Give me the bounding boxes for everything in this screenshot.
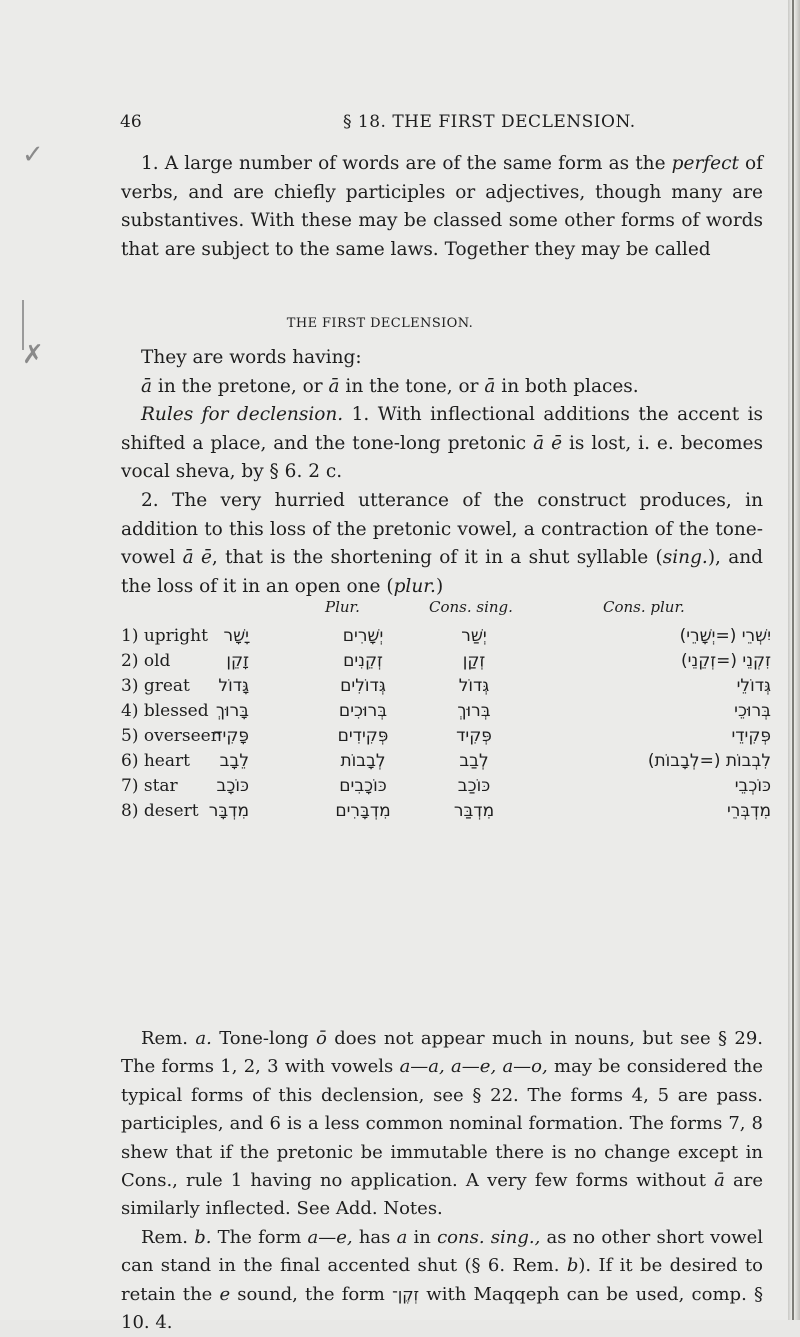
cons-plur-form: בְּרוּכֵי xyxy=(734,701,771,721)
italic-term: sing. xyxy=(662,547,708,569)
vowel: a—a, a—e, a—o, xyxy=(399,1056,548,1078)
text-span: of verbs, and are chiefly participles or adjectives, though many are substantives. With these may be classed some other forms of words that are subject to the same laws. Together they may be called xyxy=(121,153,763,260)
italic-term: a. xyxy=(195,1028,212,1049)
text-span: may be considered the typical forms of this declension, see § 22. The forms 4, 5 are pass. participles, and 6 is a less common nominal formation. The forms 7, 8 shew that if the pretonic be immutable there is no change except in Cons., rule 1 having no application. A very few forms without xyxy=(121,1056,764,1192)
section-heading: THE FIRST DECLENSION. xyxy=(286,316,474,331)
plur-form: לְבָבוֹת xyxy=(340,751,386,771)
sing-form: גָּדוֹל xyxy=(218,676,249,696)
cons-sing-form: זְקַן xyxy=(462,651,486,671)
cons-sing-form: לְבַב xyxy=(459,751,489,771)
italic-term: perfect xyxy=(671,153,739,174)
row-label: 5) overseer xyxy=(121,726,219,746)
text-span: in the pretone, or xyxy=(152,375,329,397)
plur-form: זְקֵנִים xyxy=(343,651,383,671)
cons-sing-form: פְּקִיד xyxy=(456,726,492,746)
vowel: ā xyxy=(328,375,340,397)
cons-sing-form: יְשַׁר xyxy=(461,626,487,646)
text-span: as no other short vowel can stand in the final accented shut (§ 6. Rem. xyxy=(121,1226,763,1277)
remarks xyxy=(121,1025,763,1337)
sing-form: לֵבָב xyxy=(219,751,249,771)
text-span: , that is the shortening of it in a shut syllable ( xyxy=(211,547,663,569)
vowel: e xyxy=(219,1283,231,1305)
sing-form: מִדְבָּר xyxy=(208,801,249,821)
page-edge-line xyxy=(792,0,794,1320)
italic-term: b xyxy=(566,1255,579,1277)
row-label: 1) upright xyxy=(121,626,208,646)
vowel: a xyxy=(396,1226,408,1248)
table-row xyxy=(121,626,771,650)
cons-plur-form: מִדְבְּרֵי xyxy=(726,801,771,821)
vowel: ō xyxy=(316,1028,327,1049)
intro-line: They are words having: xyxy=(141,347,362,368)
cons-plur-form: פְּקִידֵי xyxy=(731,726,771,746)
table-row xyxy=(121,676,771,700)
italic-term: cons. sing., xyxy=(437,1226,541,1248)
text-span: ). If it be desired to retain the xyxy=(121,1255,764,1305)
running-head: § 18. THE FIRST DECLENSION. xyxy=(343,112,636,132)
italic-term: b. xyxy=(194,1226,212,1248)
text-span: sound, the form xyxy=(230,1283,393,1305)
row-label: 2) old xyxy=(121,651,171,671)
cons-plur-form: כּוֹכְבֵי xyxy=(734,776,771,796)
table-row xyxy=(121,751,771,775)
row-label: 4) blessed xyxy=(121,701,209,721)
plur-form: בְּרוּכִים xyxy=(338,701,388,721)
text-span: Rem. xyxy=(141,1226,195,1248)
header-plur: Plur. xyxy=(325,598,360,616)
rule-2 xyxy=(121,487,763,601)
margin-check-mark: ✓ xyxy=(22,140,44,170)
text-span: has xyxy=(352,1226,397,1248)
italic-term: plur. xyxy=(393,575,436,597)
cons-plur-form: גְּדוֹלֵי xyxy=(736,676,771,696)
plur-form: פְּקִידִים xyxy=(337,726,389,746)
vowel: ā ē xyxy=(533,432,563,454)
vowel-line xyxy=(121,373,763,402)
text-span: ) xyxy=(435,575,444,597)
text-span: in the tone, or xyxy=(339,375,485,397)
header-cons-sing: Cons. sing. xyxy=(429,598,513,616)
plur-form: מִדְבָּרִים xyxy=(335,801,391,821)
text-span: 1. With inflectional additions the accent is shifted a place, and the tone-long pretonic xyxy=(121,404,763,454)
page-number: 46 xyxy=(120,112,142,132)
text-span: is lost, i. e. becomes vocal sheva, by § 6. 2 c. xyxy=(121,432,763,483)
paragraph-2 xyxy=(121,344,763,601)
text-span: Rem. xyxy=(141,1028,196,1049)
vowel: ā ē xyxy=(182,547,212,569)
text-span: 2. The very hurried utterance of the construct produces, in addition to this loss of the pretonic vowel, a contraction of the tone-vowel xyxy=(121,489,763,569)
remark-b xyxy=(121,1224,763,1337)
page-header xyxy=(120,112,756,136)
vowel: a—e, xyxy=(307,1226,353,1248)
hebrew-inline: זְקֶן־ xyxy=(392,1284,420,1304)
plur-form: יְשָׁרִים xyxy=(342,626,384,646)
text-span: The form xyxy=(211,1226,308,1248)
row-label: 8) desert xyxy=(121,801,199,821)
cons-plur-form: לִבְבוֹת (=לְבָבוֹת) xyxy=(647,751,771,771)
text-span: are similarly inflected. See Add. Notes. xyxy=(121,1170,763,1220)
sing-form: בָּרוּךְ xyxy=(215,701,249,721)
paragraph-1 xyxy=(121,150,763,264)
plur-form: גְּדוֹלִים xyxy=(340,676,386,696)
header-cons-plur: Cons. plur. xyxy=(603,598,685,616)
cons-sing-form: בְּרוּךְ xyxy=(457,701,491,721)
table-row xyxy=(121,726,771,750)
sing-form: פָּקִיד xyxy=(213,726,249,746)
table-row xyxy=(121,801,771,825)
row-label: 7) star xyxy=(121,776,178,796)
rule-1 xyxy=(121,401,763,487)
vowel: ā xyxy=(714,1170,725,1192)
paragraph-number: 1. xyxy=(141,153,159,174)
row-label: 3) great xyxy=(121,676,190,696)
text-span: A large number of words are of the same form as the xyxy=(158,153,672,174)
table-row xyxy=(121,776,771,800)
text-span: in both places. xyxy=(495,375,639,397)
table-row xyxy=(121,651,771,675)
sing-form: כּוֹכָב xyxy=(216,776,249,796)
vowel: ā xyxy=(484,375,496,397)
sing-form: יָשָׁר xyxy=(223,626,249,646)
rules-heading: Rules for declension. xyxy=(141,404,344,426)
page-edge xyxy=(788,0,800,1320)
cons-sing-form: גְּדוֹל xyxy=(458,676,490,696)
cons-sing-form: כּוֹכַב xyxy=(457,776,491,796)
remark-a xyxy=(121,1025,763,1224)
text-span: Tone-long xyxy=(211,1028,317,1049)
row-label: 6) heart xyxy=(121,751,190,771)
sing-form: זָקֵן xyxy=(226,651,249,671)
text-span: with Maqqeph can be used, comp. § 10. 4. xyxy=(121,1283,763,1334)
vowel: ā xyxy=(141,375,153,397)
cons-sing-form: מִדְבַּר xyxy=(453,801,495,821)
table-row xyxy=(121,701,771,725)
plur-form: כּוֹכָבִים xyxy=(339,776,387,796)
cons-plur-form: יִשְׁרֵי (=יְשָׁרֵי) xyxy=(679,626,771,646)
text-span: does not appear much in nouns, but see § 29. The forms 1, 2, 3 with vowels xyxy=(121,1028,764,1078)
text-span: ), and the loss of it in an open one ( xyxy=(121,547,764,597)
margin-x-mark: ✗ xyxy=(22,340,44,370)
cons-plur-form: זִקְנֵי (=זְקֵנֵי) xyxy=(680,651,771,671)
text-span: in xyxy=(407,1226,438,1248)
